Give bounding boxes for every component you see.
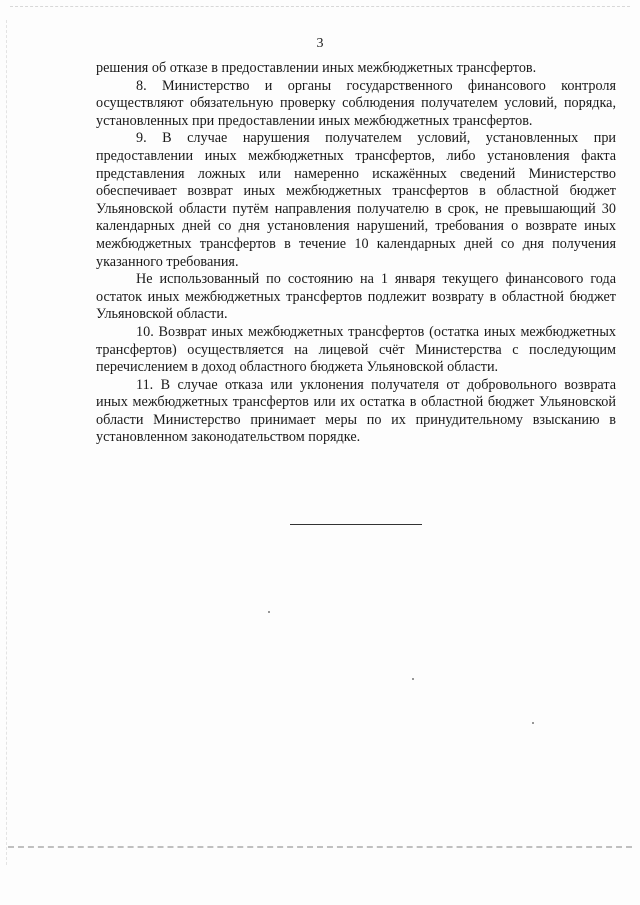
scan-edge-top xyxy=(10,6,630,9)
paragraph-8: 8. Министерство и органы государственного финансового контроля осуществляют обязательную проверку соблюдения получателем условий, порядка, установленных при предоставлении иных межбюджетных трансфертов. xyxy=(96,77,616,129)
paragraph-unused-balance: Не использованный по состоянию на 1 января текущего финансового года остаток иных межбюджетных трансфертов подлежит возврату в областной бюджет Ульяновской области. xyxy=(96,271,616,323)
page-number: 3 xyxy=(316,36,324,51)
paragraph-continuation: решения об отказе в предоставлении иных межбюджетных трансфертов. xyxy=(96,60,537,76)
scan-edge-bottom xyxy=(8,846,632,851)
scan-speck xyxy=(412,678,414,680)
scan-speck xyxy=(268,611,270,613)
paragraph-10: 10. Возврат иных межбюджетных трансфертов (остатка иных межбюджетных трансфертов) осуществляется на лицевой счёт Министерства с последующим перечислением в доход областного бюджета Ульяновской области. xyxy=(96,323,616,376)
end-of-text-rule xyxy=(290,524,422,525)
paragraph-9: 9. В случае нарушения получателем условий, установленных при предоставлении иных межбюджетных трансфертов, либо установления факта представления ложных или намеренно искажённых сведений Министерство обеспечивает возврат иных межбюджетных трансфертов в областной бюджет Ульяновской области путём направления получателю в срок, не превышающий 30 календарных дней со дня установления нарушений, требования о возврате иных межбюджетных трансфертов в течение 10 календарных дней со дня получения указанного требования. xyxy=(96,130,616,270)
paragraph-11: 11. В случае отказа или уклонения получателя от добровольного возврата иных межбюджетных трансфертов или их остатка в областной бюджет Ульяновской области Министерство принимает меры по их принудительному взысканию в установленном законодательством порядке. xyxy=(96,376,616,446)
scan-speck xyxy=(532,722,534,724)
scan-edge-left xyxy=(6,20,8,865)
document-body xyxy=(96,60,616,447)
